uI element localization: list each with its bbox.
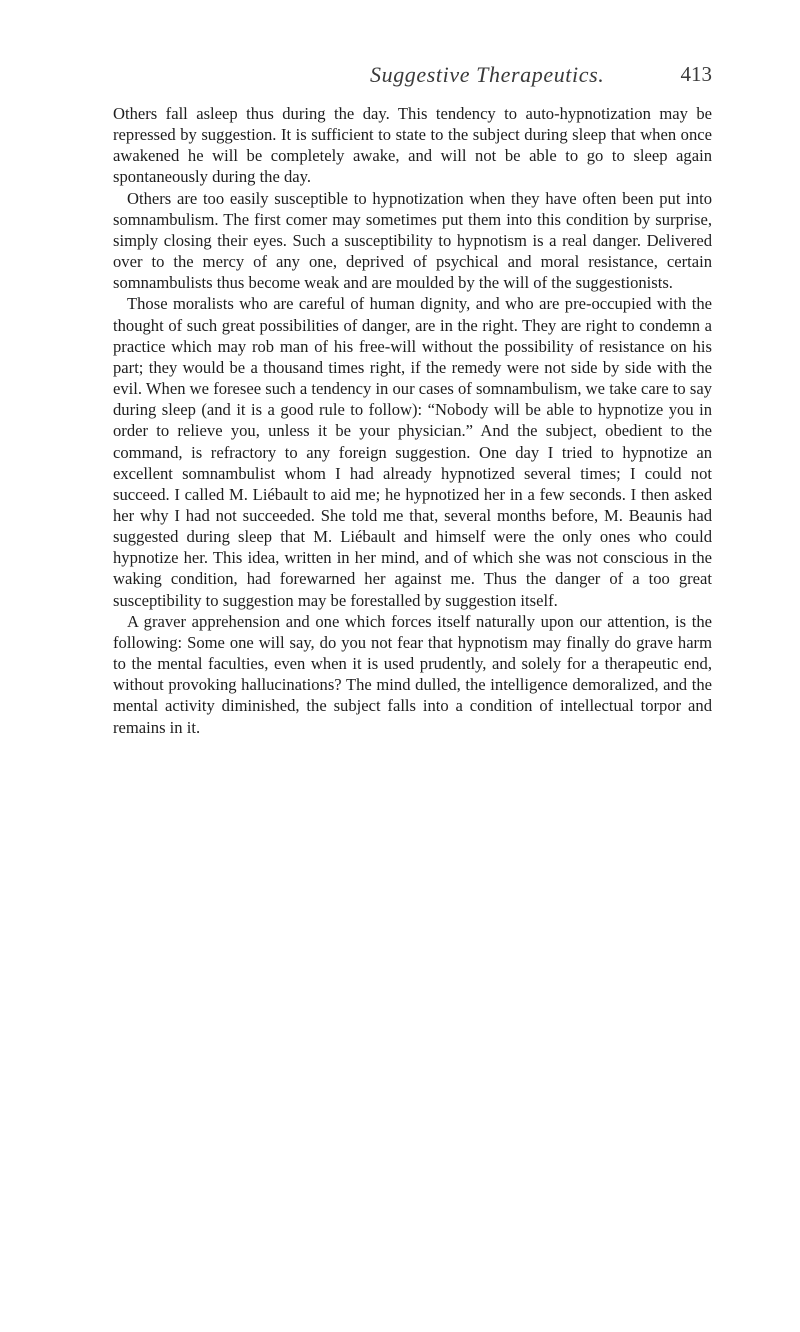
paragraph-moralists: Those moralists who are careful of human dignity, and who are pre-occupied with the thought of such great possibilities of danger, are in the right. They are right to condemn a practice which may rob man of his free-will without the possibility of resistance on his part; they would be a thousand times right, if the remedy were not side by side with the evil. When we foresee such a tendency in our cases of somnambulism, we take care to say during sleep (and it is a good rule to follow): “Nobody will be able to hypnotize you in order to relieve you, unless it be your physician.” And the subject, obedient to the command, is refractory to any foreign suggestion. One day I tried to hypnotize an excellent somnambulist whom I had already hypnotized several times; I could not succeed. I called M. Liébault to aid me; he hypnotized her in a few seconds. I then asked her why I had not succeeded. She told me that, several months before, M. Beaunis had suggested during sleep that M. Liébault and himself were the only ones who could hypnotize her. This idea, written in her mind, and of which she was not conscious in the waking condition, had forewarned her against me. Thus the danger of a too great susceptibility to suggestion may be forestalled by suggestion itself. bbox=[113, 294, 712, 610]
body-text bbox=[113, 103, 712, 738]
running-head bbox=[140, 62, 712, 92]
paragraph-graver-apprehension: A graver apprehension and one which forces itself naturally upon our attention, is the following: Some one will say, do you not fear that hypnotism may finally do grave harm to the mental faculties, even when it is used prudently, and solely for a therapeutic end, without provoking hallucinations? The mind dulled, the intelligence demoralized, and the mental activity diminished, the subject falls into a condition of intellectual torpor and remains in it. bbox=[113, 611, 712, 737]
page-number: 413 bbox=[680, 62, 712, 86]
paragraph-susceptibility: Others are too easily susceptible to hypnotization when they have often been put into somnambulism. The first comer may sometimes put them into this condition by surprise, simply closing their eyes. Such a susceptibility to hypnotism is a real danger. Delivered over to the mercy of any one, deprived of psychical and moral resistance, certain somnambulists thus become weak and are moulded by the will of the suggestionists. bbox=[113, 188, 712, 293]
running-title: Suggestive Therapeutics. bbox=[370, 62, 605, 87]
paragraph-auto-hypnotization: Others fall asleep thus during the day. This tendency to auto-hypnotization may be repressed by suggestion. It is sufficient to state to the subject during sleep that when once awakened he will be completely awake, and will not be able to go to sleep again spontaneously during the day. bbox=[113, 104, 712, 187]
